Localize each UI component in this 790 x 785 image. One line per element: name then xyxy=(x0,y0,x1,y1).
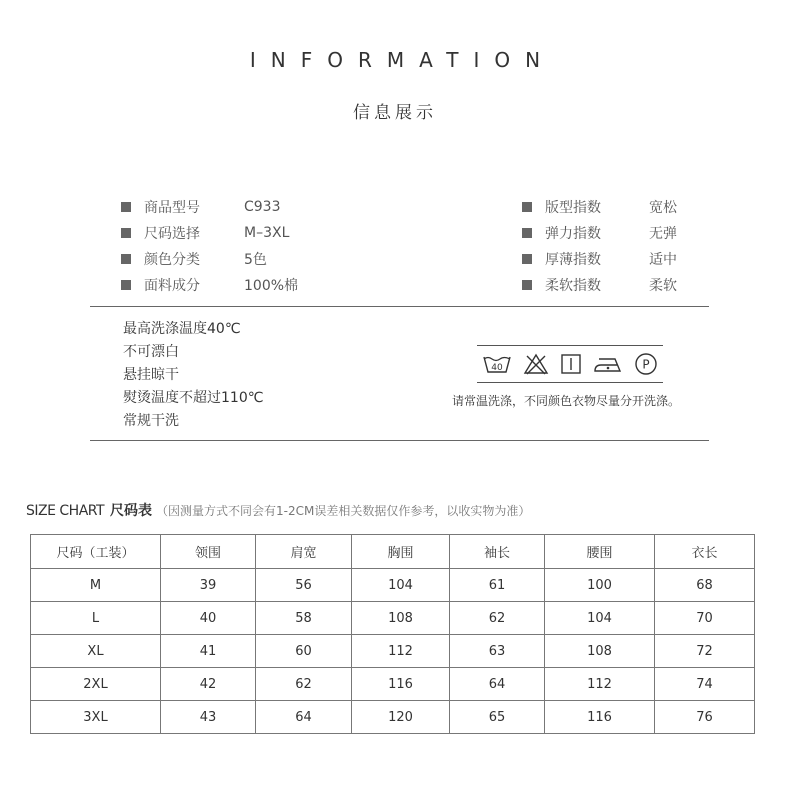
table-cell: 112 xyxy=(545,668,655,701)
bullet-square-icon xyxy=(522,202,532,212)
spec-label: 弹力指数 xyxy=(545,226,601,242)
bullet-square-icon xyxy=(121,280,131,290)
table-cell: 60 xyxy=(256,635,352,668)
table-cell: 65 xyxy=(450,701,545,734)
spec-label: 厚薄指数 xyxy=(545,252,601,268)
table-cell: 100 xyxy=(545,569,655,602)
table-cell: 116 xyxy=(352,668,450,701)
iron-icon xyxy=(593,353,623,375)
size-chart-heading xyxy=(26,500,530,520)
divider-bottom xyxy=(90,440,709,441)
table-cell: 3XL xyxy=(31,701,161,734)
spec-row-size xyxy=(121,220,298,246)
table-cell: 42 xyxy=(161,668,256,701)
spec-value: C933 xyxy=(244,199,281,215)
care-item: 不可漂白 xyxy=(123,344,179,360)
bullet-square-icon xyxy=(121,228,131,238)
table-cell: 72 xyxy=(655,635,755,668)
spec-value: 100%棉 xyxy=(244,278,299,294)
table-cell: 104 xyxy=(545,602,655,635)
spec-row-softness xyxy=(522,272,677,298)
spec-row-color xyxy=(121,246,298,272)
spec-row-fit xyxy=(522,194,677,220)
size-chart-note: （因测量方式不同会有1-2CM误差相关数据仅作参考，以收实物为准） xyxy=(156,504,531,518)
table-cell: 104 xyxy=(352,569,450,602)
wash-40-icon xyxy=(482,353,512,375)
table-cell: 108 xyxy=(352,602,450,635)
spec-list-right xyxy=(522,194,677,298)
spec-label: 颜色分类 xyxy=(144,252,200,268)
table-cell: 2XL xyxy=(31,668,161,701)
table-cell: 108 xyxy=(545,635,655,668)
table-row xyxy=(31,701,755,734)
page-title-en: INFORMATION xyxy=(249,48,556,72)
table-cell: M xyxy=(31,569,161,602)
table-cell: 58 xyxy=(256,602,352,635)
spec-value: M–3XL xyxy=(244,225,290,241)
table-cell: 40 xyxy=(161,602,256,635)
spec-label: 商品型号 xyxy=(144,200,200,216)
spec-value: 宽松 xyxy=(649,200,677,216)
table-cell: 116 xyxy=(545,701,655,734)
care-item: 悬挂晾干 xyxy=(123,367,179,383)
table-cell: 76 xyxy=(655,701,755,734)
care-note: 请常温洗涤，不同颜色衣物尽量分开洗涤。 xyxy=(452,394,681,408)
table-row xyxy=(31,602,755,635)
spec-value: 无弹 xyxy=(649,226,677,242)
page-title-cn: 信息展示 xyxy=(353,103,437,123)
care-item: 熨烫温度不超过110℃ xyxy=(123,390,264,406)
column-header: 袖长 xyxy=(450,535,545,569)
table-cell: 43 xyxy=(161,701,256,734)
care-instructions xyxy=(123,318,263,433)
bullet-square-icon xyxy=(522,228,532,238)
bullet-square-icon xyxy=(522,280,532,290)
line-dry-icon xyxy=(560,353,582,375)
column-header: 胸围 xyxy=(352,535,450,569)
spec-label: 版型指数 xyxy=(545,200,601,216)
care-item: 常规干洗 xyxy=(123,413,179,429)
table-cell: 64 xyxy=(256,701,352,734)
table-cell: 61 xyxy=(450,569,545,602)
bullet-square-icon xyxy=(121,254,131,264)
table-cell: 63 xyxy=(450,635,545,668)
spec-value: 适中 xyxy=(649,252,677,268)
size-chart-table xyxy=(30,534,755,734)
size-chart-title-en: SIZE CHART xyxy=(26,503,105,519)
table-header-row xyxy=(31,535,755,569)
column-header: 衣长 xyxy=(655,535,755,569)
no-bleach-icon xyxy=(523,353,549,375)
column-header: 尺码（工装） xyxy=(31,535,161,569)
table-cell: 70 xyxy=(655,602,755,635)
table-cell: XL xyxy=(31,635,161,668)
size-chart-title-cn: 尺码表 xyxy=(110,503,153,519)
spec-label: 柔软指数 xyxy=(545,278,601,294)
dry-clean-p-icon xyxy=(634,352,658,376)
column-header: 腰围 xyxy=(545,535,655,569)
table-cell: 39 xyxy=(161,569,256,602)
table-cell: 74 xyxy=(655,668,755,701)
table-cell: 68 xyxy=(655,569,755,602)
table-row xyxy=(31,668,755,701)
table-cell: 56 xyxy=(256,569,352,602)
table-cell: 62 xyxy=(256,668,352,701)
spec-row-thickness xyxy=(522,246,677,272)
column-header: 领围 xyxy=(161,535,256,569)
spec-label: 面料成分 xyxy=(144,278,200,294)
table-cell: 64 xyxy=(450,668,545,701)
spec-value: 5色 xyxy=(244,252,267,268)
table-cell: 41 xyxy=(161,635,256,668)
table-cell: 120 xyxy=(352,701,450,734)
divider-top xyxy=(90,306,709,307)
care-item: 最高洗涤温度40℃ xyxy=(123,321,241,337)
column-header: 肩宽 xyxy=(256,535,352,569)
table-cell: L xyxy=(31,602,161,635)
table-cell: 62 xyxy=(450,602,545,635)
spec-row-model xyxy=(121,194,298,220)
table-cell: 112 xyxy=(352,635,450,668)
dryclean-letter: P xyxy=(641,357,650,372)
table-row xyxy=(31,635,755,668)
wash-temp-label: 40 xyxy=(491,363,504,373)
care-symbols xyxy=(477,345,663,383)
bullet-square-icon xyxy=(522,254,532,264)
bullet-square-icon xyxy=(121,202,131,212)
spec-row-fabric xyxy=(121,272,298,298)
spec-value: 柔软 xyxy=(649,278,677,294)
table-row xyxy=(31,569,755,602)
spec-row-elasticity xyxy=(522,220,677,246)
spec-list-left xyxy=(121,194,298,298)
spec-label: 尺码选择 xyxy=(144,226,200,242)
